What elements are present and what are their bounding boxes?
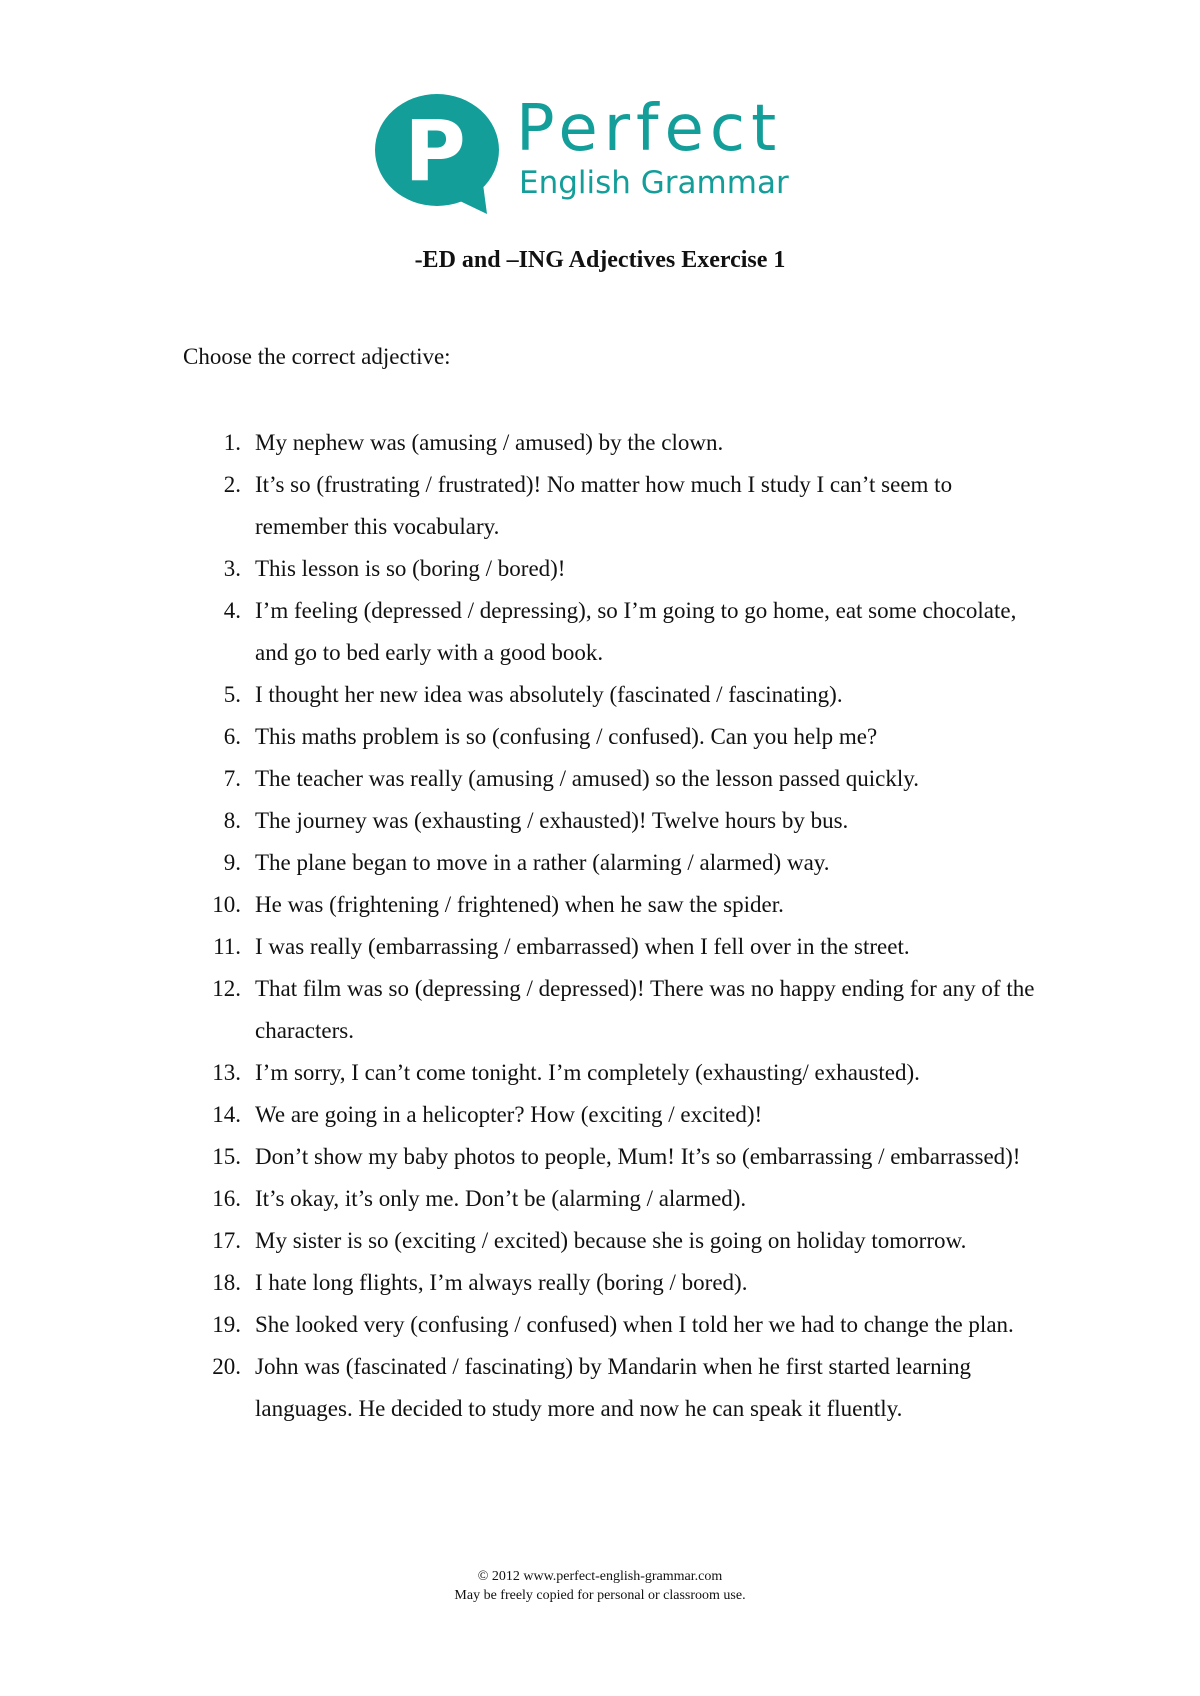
speech-bubble-p-icon — [371, 92, 506, 217]
question-text: The teacher was really (amusing / amused) so the lesson passed quickly. — [255, 766, 920, 791]
question-number: 4. — [223, 598, 241, 623]
question-text: It’s okay, it’s only me. Don’t be (alarming / alarmed). — [255, 1186, 747, 1211]
question-text: That film was so (depressing / depressed)! There was no happy ending for any of the characters. — [255, 976, 1035, 1043]
question-list — [200, 422, 1040, 1430]
question-item — [200, 968, 1040, 1052]
question-number: 5. — [223, 682, 241, 707]
logo-subtitle: English Grammar — [519, 165, 789, 201]
question-item — [200, 1304, 1040, 1346]
question-number: 6. — [223, 724, 241, 749]
question-item — [200, 1178, 1040, 1220]
question-text: The journey was (exhausting / exhausted)! Twelve hours by bus. — [255, 808, 849, 833]
footer — [0, 1567, 1200, 1605]
instructions: Choose the correct adjective: — [183, 344, 451, 369]
question-number: 11. — [213, 934, 241, 959]
question-number: 15. — [212, 1144, 241, 1169]
logo-wordmark: Perfect — [516, 92, 783, 166]
question-item — [200, 926, 1040, 968]
question-number: 3. — [223, 556, 241, 581]
page-title: -ED and –ING Adjectives Exercise 1 — [414, 247, 786, 273]
question-item — [200, 422, 1040, 464]
question-number: 1. — [223, 430, 241, 455]
question-text: My sister is so (exciting / excited) because she is going on holiday tomorrow. — [255, 1228, 967, 1253]
question-item — [200, 1346, 1040, 1430]
question-item — [200, 674, 1040, 716]
question-number: 8. — [223, 808, 241, 833]
question-text: I hate long flights, I’m always really (boring / bored). — [255, 1270, 748, 1295]
question-number: 10. — [212, 892, 241, 917]
question-text: The plane began to move in a rather (alarming / alarmed) way. — [255, 850, 830, 875]
question-number: 12. — [212, 976, 241, 1001]
question-number: 14. — [212, 1102, 241, 1127]
question-item — [200, 716, 1040, 758]
question-number: 7. — [223, 766, 241, 791]
question-text: My nephew was (amusing / amused) by the clown. — [255, 430, 724, 455]
question-text: I thought her new idea was absolutely (fascinated / fascinating). — [255, 682, 843, 707]
question-text: I’m feeling (depressed / depressing), so I’m going to go home, eat some chocolate, and go to bed early with a good book. — [255, 598, 1017, 665]
question-number: 13. — [212, 1060, 241, 1085]
question-item — [200, 1220, 1040, 1262]
question-item — [200, 590, 1040, 674]
question-item — [200, 548, 1040, 590]
footer-license: May be freely copied for personal or classroom use. — [454, 1588, 746, 1603]
question-text: He was (frightening / frightened) when he saw the spider. — [255, 892, 784, 917]
question-item — [200, 1136, 1040, 1178]
question-number: 19. — [212, 1312, 241, 1337]
question-item — [200, 1262, 1040, 1304]
question-text: She looked very (confusing / confused) when I told her we had to change the plan. — [255, 1312, 1014, 1337]
question-item — [200, 464, 1040, 548]
question-item — [200, 842, 1040, 884]
question-number: 18. — [212, 1270, 241, 1295]
logo — [371, 92, 811, 222]
logo-letter: P — [404, 102, 466, 200]
question-number: 2. — [223, 472, 241, 497]
question-item — [200, 1094, 1040, 1136]
question-text: I was really (embarrassing / embarrassed) when I fell over in the street. — [255, 934, 910, 959]
question-text: It’s so (frustrating / frustrated)! No matter how much I study I can’t seem to remember this vocabulary. — [255, 472, 953, 539]
question-item — [200, 758, 1040, 800]
question-text: John was (fascinated / fascinating) by Mandarin when he first started learning languages. He decided to study more and now he can speak it fluently. — [255, 1354, 971, 1421]
footer-copyright: © 2012 www.perfect-english-grammar.com — [477, 1569, 723, 1584]
question-item — [200, 1052, 1040, 1094]
question-text: Don’t show my baby photos to people, Mum! It’s so (embarrassing / embarrassed)! — [255, 1144, 1021, 1169]
question-number: 17. — [212, 1228, 241, 1253]
question-text: We are going in a helicopter? How (exciting / excited)! — [255, 1102, 763, 1127]
question-number: 9. — [223, 850, 241, 875]
question-number: 16. — [212, 1186, 241, 1211]
question-text: This lesson is so (boring / bored)! — [255, 556, 566, 581]
question-text: This maths problem is so (confusing / confused). Can you help me? — [255, 724, 878, 749]
question-item — [200, 800, 1040, 842]
question-number: 20. — [212, 1354, 241, 1379]
question-item — [200, 884, 1040, 926]
question-text: I’m sorry, I can’t come tonight. I’m completely (exhausting/ exhausted). — [255, 1060, 920, 1085]
